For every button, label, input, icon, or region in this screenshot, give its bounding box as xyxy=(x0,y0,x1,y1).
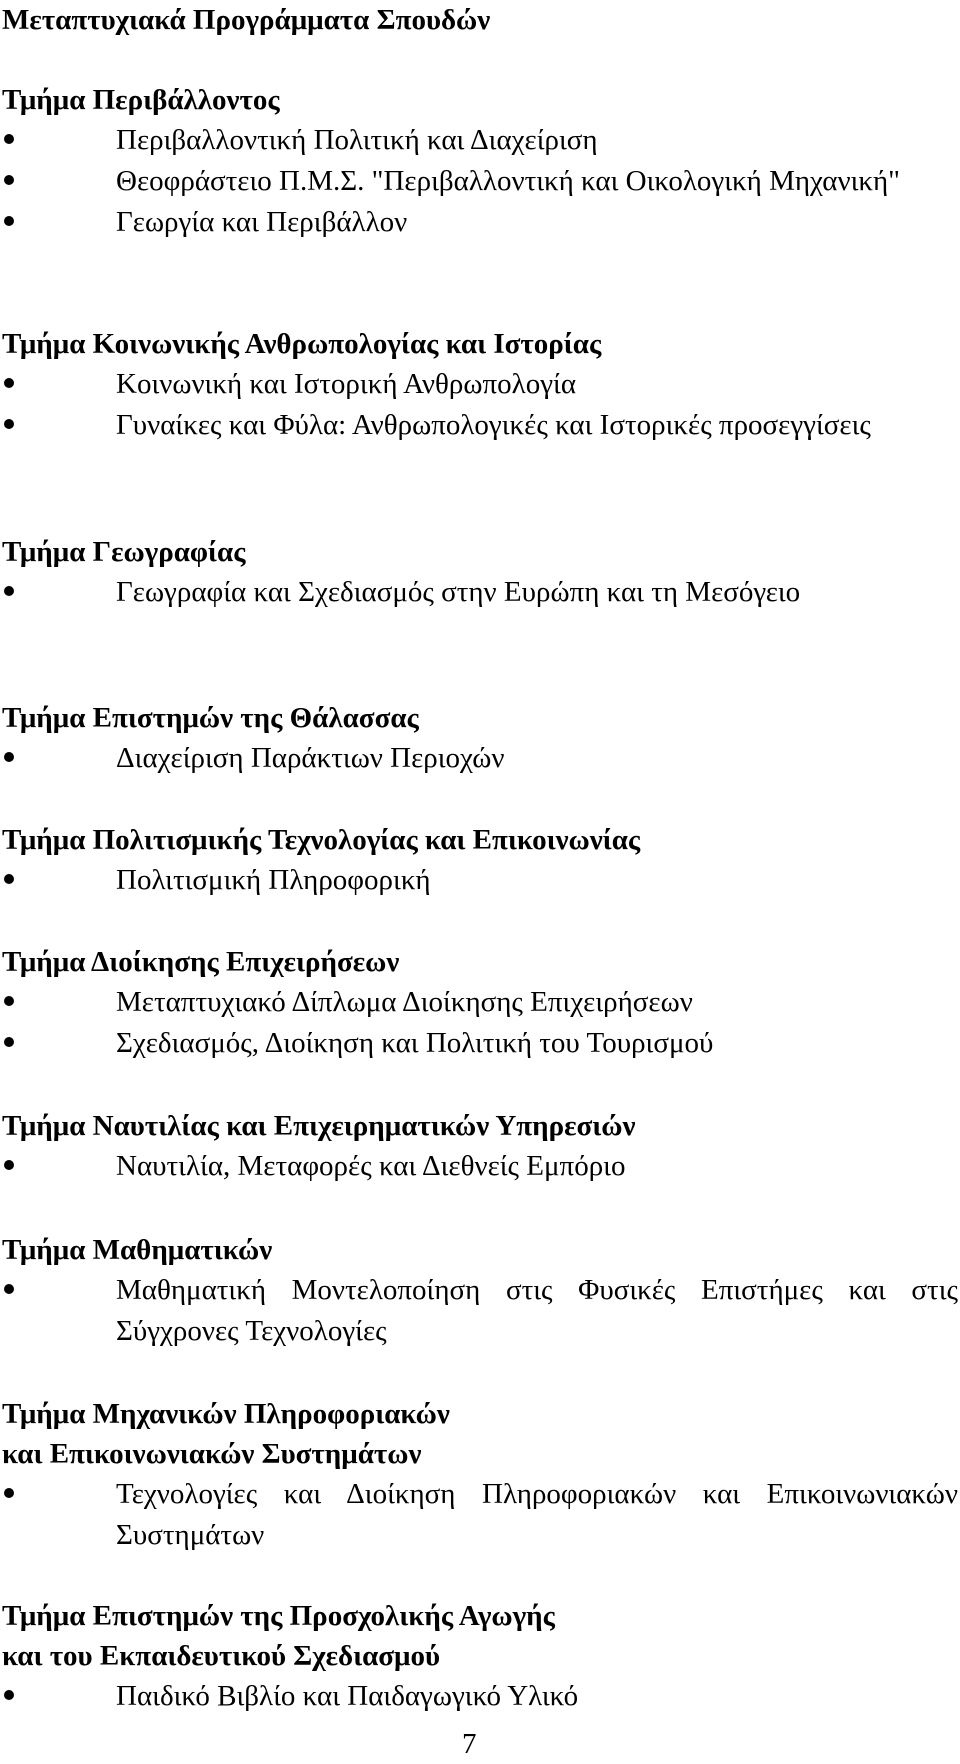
section-heading-continued: και του Εκπαιδευτικού Σχεδιασμού xyxy=(2,1640,441,1672)
program-list xyxy=(0,364,958,446)
program-name: Γεωγραφία και Σχεδιασμός στην Ευρώπη και τη Μεσόγειο xyxy=(116,576,801,608)
list-item xyxy=(0,1474,958,1556)
section-heading: Τμήμα Κοινωνικής Ανθρωπολογίας και Ιστορίας xyxy=(2,328,602,360)
bullet-icon xyxy=(4,1037,14,1047)
list-item xyxy=(0,364,958,405)
program-name: Τεχνολογίες και Διοίκηση Πληροφοριακών και Επικοινωνιακών Συστημάτων xyxy=(116,1478,958,1551)
section-information-systems xyxy=(0,1394,958,1556)
program-list xyxy=(0,1270,958,1352)
program-name: Μαθηματική Μοντελοποίηση στις Φυσικές Επιστήμες και στις Σύγχρονες Τεχνολογίες xyxy=(116,1274,958,1347)
bullet-icon xyxy=(4,378,14,388)
program-list xyxy=(0,1146,958,1187)
bullet-icon xyxy=(4,752,14,762)
section-social-anthropology xyxy=(0,324,958,446)
program-name: Περιβαλλοντική Πολιτική και Διαχείριση xyxy=(116,124,598,156)
list-item xyxy=(0,161,958,202)
list-item xyxy=(0,120,958,161)
program-name: Πολιτισμική Πληροφορική xyxy=(116,864,431,896)
bullet-icon xyxy=(4,134,14,144)
list-item xyxy=(0,572,958,613)
program-name: Θεοφράστειο Π.Μ.Σ. "Περιβαλλοντική και Οικολογική Μηχανική" xyxy=(116,165,900,197)
bullet-icon xyxy=(4,586,14,596)
program-list xyxy=(0,572,958,613)
program-name: Γεωργία και Περιβάλλον xyxy=(116,206,408,238)
section-preschool-education xyxy=(0,1596,958,1717)
bullet-icon xyxy=(4,175,14,185)
list-item xyxy=(0,738,958,779)
list-item xyxy=(0,1676,958,1717)
section-mathematics xyxy=(0,1230,958,1352)
bullet-icon xyxy=(4,419,14,429)
list-item xyxy=(0,1146,958,1187)
section-environment xyxy=(0,80,958,243)
bullet-icon xyxy=(4,216,14,226)
section-heading: Τμήμα Επιστημών της Προσχολικής Αγωγής xyxy=(2,1600,555,1632)
bullet-icon xyxy=(4,874,14,884)
section-geography xyxy=(0,532,958,613)
bullet-icon xyxy=(4,1284,14,1294)
program-list xyxy=(0,982,958,1064)
program-name: Κοινωνική και Ιστορική Ανθρωπολογία xyxy=(116,368,577,400)
list-item xyxy=(0,1023,958,1064)
list-item xyxy=(0,1270,958,1352)
program-name: Γυναίκες και Φύλα: Ανθρωπολογικές και Ιστορικές προσεγγίσεις xyxy=(116,409,871,441)
bullet-icon xyxy=(4,1488,14,1498)
section-heading: Τμήμα Διοίκησης Επιχειρήσεων xyxy=(2,946,400,978)
section-business-administration xyxy=(0,942,958,1064)
section-cultural-technology xyxy=(0,820,958,901)
section-heading: Τμήμα Μαθηματικών xyxy=(2,1234,273,1266)
program-name: Διαχείριση Παράκτιων Περιοχών xyxy=(116,742,505,774)
list-item xyxy=(0,982,958,1023)
program-list xyxy=(0,860,958,901)
list-item xyxy=(0,860,958,901)
section-heading: Τμήμα Μηχανικών Πληροφοριακών xyxy=(2,1398,450,1430)
program-name: Ναυτιλία, Μεταφορές και Διεθνείς Εμπόριο xyxy=(116,1150,626,1182)
section-heading: Τμήμα Πολιτισμικής Τεχνολογίας και Επικοινωνίας xyxy=(2,824,641,856)
list-item xyxy=(0,405,958,446)
bullet-icon xyxy=(4,1690,14,1700)
section-heading: Τμήμα Γεωγραφίας xyxy=(2,536,246,568)
section-heading: Τμήμα Περιβάλλοντος xyxy=(2,84,280,116)
list-item xyxy=(0,202,958,243)
section-shipping xyxy=(0,1106,958,1187)
document-title: Μεταπτυχιακά Προγράμματα Σπουδών xyxy=(2,4,491,36)
section-marine-sciences xyxy=(0,698,958,779)
program-list xyxy=(0,120,958,243)
section-heading: Τμήμα Ναυτιλίας και Επιχειρηματικών Υπηρεσιών xyxy=(2,1110,636,1142)
program-name: Σχεδιασμός, Διοίκηση και Πολιτική του Τουρισμού xyxy=(116,1027,714,1059)
program-name: Παιδικό Βιβλίο και Παιδαγωγικό Υλικό xyxy=(116,1680,579,1712)
section-heading-continued: και Επικοινωνιακών Συστημάτων xyxy=(2,1438,422,1470)
program-name: Μεταπτυχιακό Δίπλωμα Διοίκησης Επιχειρήσεων xyxy=(116,986,693,1018)
bullet-icon xyxy=(4,1160,14,1170)
bullet-icon xyxy=(4,996,14,1006)
page-number: 7 xyxy=(462,1728,477,1760)
program-list xyxy=(0,1474,958,1556)
program-list xyxy=(0,738,958,779)
section-heading: Τμήμα Επιστημών της Θάλασσας xyxy=(2,702,419,734)
program-list xyxy=(0,1676,958,1717)
